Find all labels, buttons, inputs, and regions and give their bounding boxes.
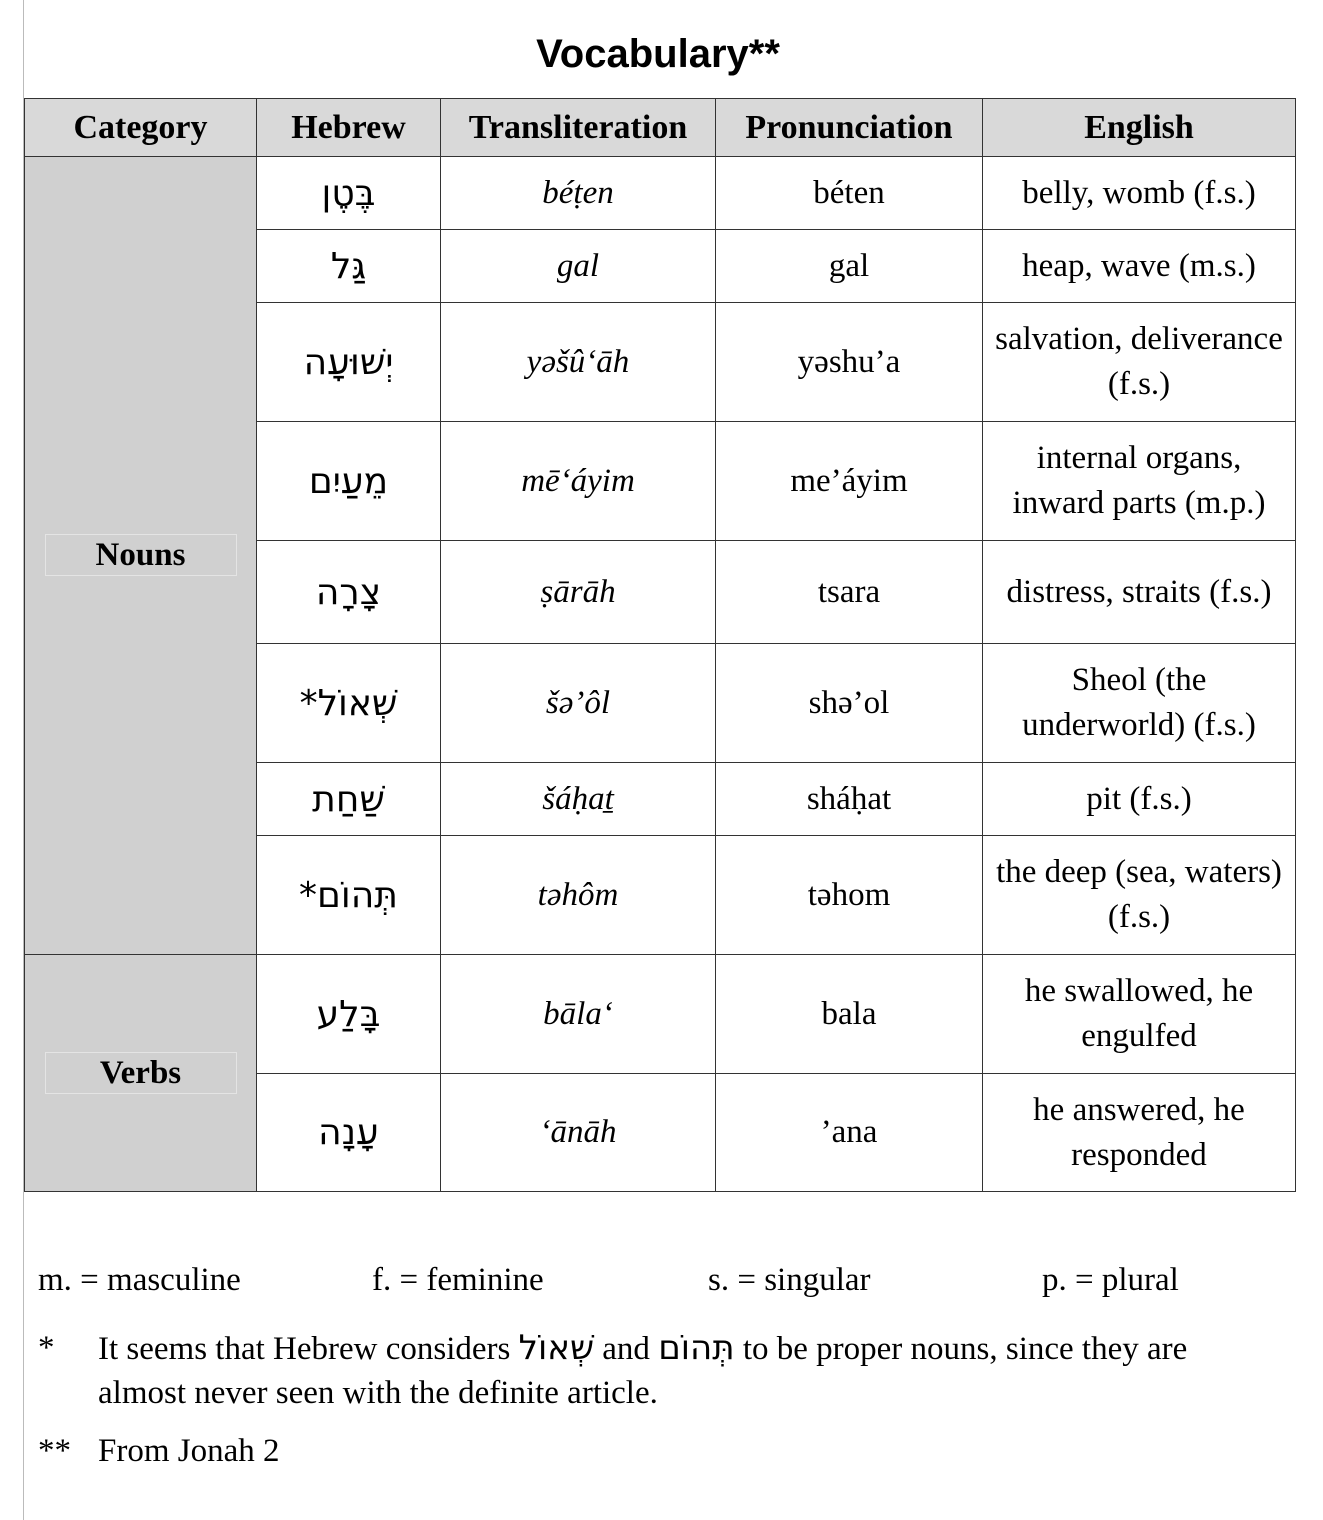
abbr-plural: p. = plural bbox=[1042, 1262, 1179, 1298]
footnote-mark: ** bbox=[38, 1433, 71, 1469]
english-cell: salvation, deliverance (f.s.) bbox=[983, 303, 1296, 422]
category-label: Nouns bbox=[45, 534, 237, 576]
transliteration-cell: təhôm bbox=[441, 836, 716, 955]
page-title: Vocabulary** bbox=[536, 32, 780, 76]
hebrew-cell: בָּלַע bbox=[257, 955, 441, 1074]
english-cell: he answered, he responded bbox=[983, 1074, 1296, 1192]
table-row bbox=[25, 955, 1296, 1074]
hebrew-cell: שַׁחַת bbox=[257, 763, 441, 836]
header-english: English bbox=[983, 99, 1296, 157]
footnote-mark: * bbox=[38, 1330, 55, 1366]
transliteration-cell: šáḥaṯ bbox=[441, 763, 716, 836]
category-nouns bbox=[25, 157, 257, 955]
transliteration-cell: yəšû‘āh bbox=[441, 303, 716, 422]
pronunciation-cell: gal bbox=[716, 230, 983, 303]
hebrew-cell: צָרָה bbox=[257, 541, 441, 644]
english-cell: distress, straits (f.s.) bbox=[983, 541, 1296, 644]
header-pronunciation: Pronunciation bbox=[716, 99, 983, 157]
hebrew-cell: בֶּטֶן bbox=[257, 157, 441, 230]
pronunciation-cell: ’ana bbox=[716, 1074, 983, 1192]
hebrew-cell: יְשׁוּעָה bbox=[257, 303, 441, 422]
pronunciation-cell: tsara bbox=[716, 541, 983, 644]
english-cell: heap, wave (m.s.) bbox=[983, 230, 1296, 303]
transliteration-cell: bāla‘ bbox=[441, 955, 716, 1074]
hebrew-word-sheol: שְׁאוֹל bbox=[518, 1328, 595, 1368]
pronunciation-cell: shə’ol bbox=[716, 644, 983, 763]
hebrew-word-tehom: תְּהוֹם bbox=[658, 1328, 735, 1368]
header-hebrew: Hebrew bbox=[257, 99, 441, 157]
hebrew-cell: תְּהוֹם* bbox=[257, 836, 441, 955]
english-cell: pit (f.s.) bbox=[983, 763, 1296, 836]
transliteration-cell: šə’ôl bbox=[441, 644, 716, 763]
footnote-text-part: and bbox=[594, 1331, 659, 1367]
english-cell: he swallowed, he engulfed bbox=[983, 955, 1296, 1074]
transliteration-cell: béṭen bbox=[441, 157, 716, 230]
pronunciation-cell: béten bbox=[716, 157, 983, 230]
english-cell: Sheol (the underworld) (f.s.) bbox=[983, 644, 1296, 763]
footnote-text-part: to be proper nouns, since they are almost never seen with the definite article. bbox=[98, 1331, 1188, 1411]
footnote-text bbox=[98, 1326, 1278, 1415]
transliteration-cell: ‘ānāh bbox=[441, 1074, 716, 1192]
transliteration-cell: ṣārāh bbox=[441, 541, 716, 644]
pronunciation-cell: me’áyim bbox=[716, 422, 983, 541]
header-transliteration: Transliteration bbox=[441, 99, 716, 157]
table-row bbox=[25, 157, 1296, 230]
pronunciation-cell: yəshu’a bbox=[716, 303, 983, 422]
table-header-row bbox=[25, 99, 1296, 157]
transliteration-cell: gal bbox=[441, 230, 716, 303]
abbr-singular: s. = singular bbox=[708, 1262, 871, 1298]
english-cell: internal organs, inward parts (m.p.) bbox=[983, 422, 1296, 541]
pronunciation-cell: sháḥat bbox=[716, 763, 983, 836]
footnotes bbox=[38, 1262, 1278, 1473]
transliteration-cell: mē‘áyim bbox=[441, 422, 716, 541]
hebrew-cell: עָנָה bbox=[257, 1074, 441, 1192]
vocabulary-table bbox=[24, 98, 1296, 1192]
hebrew-cell: שְׁאוֹל* bbox=[257, 644, 441, 763]
footnote-double-star bbox=[38, 1429, 1278, 1473]
category-label: Verbs bbox=[45, 1052, 237, 1094]
abbreviation-legend bbox=[38, 1262, 1278, 1306]
pronunciation-cell: təhom bbox=[716, 836, 983, 955]
footnote-text-part: It seems that Hebrew considers bbox=[98, 1331, 519, 1367]
english-cell: the deep (sea, waters) (f.s.) bbox=[983, 836, 1296, 955]
abbr-feminine: f. = feminine bbox=[372, 1262, 544, 1298]
hebrew-cell: מֵעַיִם bbox=[257, 422, 441, 541]
category-verbs bbox=[25, 955, 257, 1192]
abbr-masculine: m. = masculine bbox=[38, 1262, 241, 1298]
hebrew-cell: גַּל bbox=[257, 230, 441, 303]
pronunciation-cell: bala bbox=[716, 955, 983, 1074]
footnote-star bbox=[38, 1326, 1278, 1415]
english-cell: belly, womb (f.s.) bbox=[983, 157, 1296, 230]
header-category: Category bbox=[25, 99, 257, 157]
footnote-text: From Jonah 2 bbox=[98, 1433, 280, 1469]
